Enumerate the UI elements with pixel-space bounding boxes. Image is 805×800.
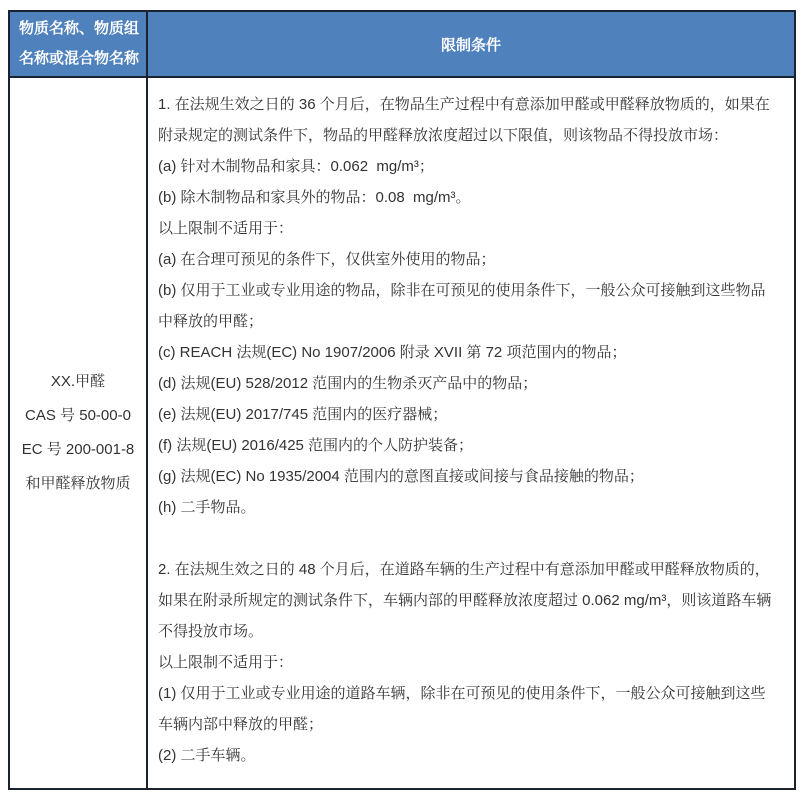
substance-releasers-note: 和甲醛释放物质 bbox=[25, 475, 131, 492]
table-header-row bbox=[10, 12, 794, 78]
header-substance-line2: 名称或混合物名称 bbox=[19, 50, 140, 67]
section2-intro: 2. 在法规生效之日的 48 个月后，在道路车辆的生产过程中有意添加甲醛或甲醛释放物质的，如果在附录所规定的测试条件下，车辆内部的甲醛释放浓度超过 0.062 mg/m³，则该道路车辆不得投放市场。 bbox=[158, 561, 772, 640]
section1-exception-b: (b) 仅用于工业或专业用途的物品，除非在可预见的使用条件下，一般公众可接触到这些物品中释放的甲醛； bbox=[158, 282, 766, 330]
header-substance-column bbox=[10, 12, 148, 76]
section1-limit-a: (a) 针对木制物品和家具：0.062 mg/m³； bbox=[158, 158, 434, 175]
header-restriction-column bbox=[148, 12, 794, 76]
section-divider-gap bbox=[158, 523, 780, 554]
section1-limit-b: (b) 除木制物品和家具外的物品：0.08 mg/m³。 bbox=[158, 189, 471, 206]
section1-exception-a: (a) 在合理可预见的条件下，仅供室外使用的物品； bbox=[158, 251, 496, 268]
header-restriction-label: 限制条件 bbox=[440, 36, 501, 54]
section1-exception-f: (f) 法规(EU) 2016/425 范围内的个人防护装备； bbox=[158, 437, 474, 454]
header-substance-line1: 物质名称、物质组 bbox=[19, 20, 140, 37]
section1-exception-h: (h) 二手物品。 bbox=[158, 499, 256, 516]
section1-exception-c: (c) REACH 法规(EC) No 1907/2006 附录 XVII 第 72 项范围内的物品； bbox=[158, 344, 627, 361]
restriction-cell bbox=[148, 78, 794, 788]
table-body-row bbox=[10, 78, 794, 788]
substance-name: XX.甲醛 bbox=[50, 373, 106, 390]
substance-cas-number: CAS 号 50-00-0 bbox=[25, 407, 131, 424]
section2-exception-1: (1) 仅用于工业或专业用途的道路车辆，除非在可预见的使用条件下，一般公众可接触到这些车辆内部中释放的甲醛； bbox=[158, 685, 766, 733]
substance-cell bbox=[10, 78, 148, 788]
section2-exceptions-header: 以上限制不适用于： bbox=[158, 654, 294, 671]
section1-exception-d: (d) 法规(EU) 528/2012 范围内的生物杀灭产品中的物品； bbox=[158, 375, 538, 392]
section1-exceptions-header: 以上限制不适用于： bbox=[158, 220, 294, 237]
restriction-table bbox=[8, 10, 796, 790]
section1-exception-e: (e) 法规(EU) 2017/745 范围内的医疗器械； bbox=[158, 406, 448, 423]
section1-intro: 1. 在法规生效之日的 36 个月后，在物品生产过程中有意添加甲醛或甲醛释放物质的，如果在附录规定的测试条件下，物品的甲醛释放浓度超过以下限值，则该物品不得投放市场： bbox=[158, 96, 770, 144]
substance-ec-number: EC 号 200-001-8 bbox=[21, 441, 135, 458]
section2-exception-2: (2) 二手车辆。 bbox=[158, 747, 256, 764]
section1-exception-g: (g) 法规(EC) No 1935/2004 范围内的意图直接或间接与食品接触的物品； bbox=[158, 468, 644, 485]
